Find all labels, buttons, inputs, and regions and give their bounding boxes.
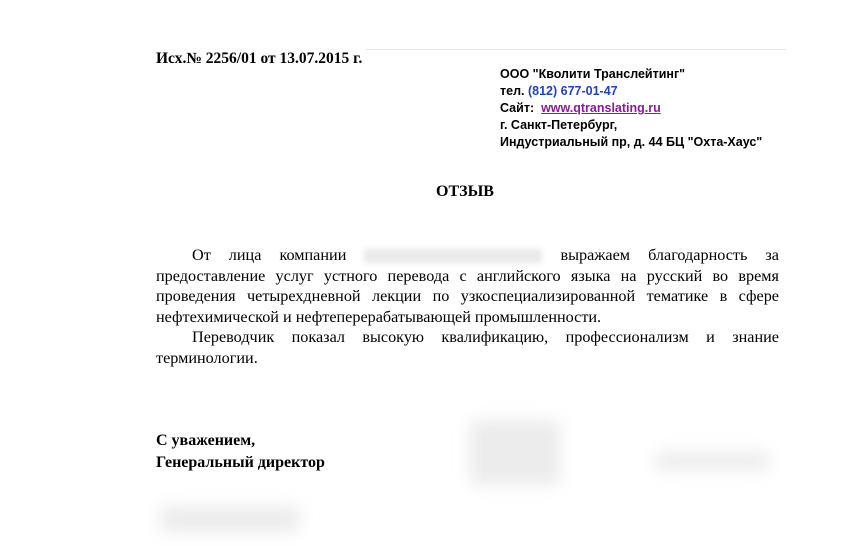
regards-text: С уважением, — [156, 432, 256, 449]
addressee-company: ООО "Кволити Транслейтинг" — [500, 67, 686, 81]
outgoing-reference: Исх.№ 2256/01 от 13.07.2015 г. — [156, 50, 363, 67]
redacted-footer — [160, 506, 300, 532]
document-title: ОТЗЫВ — [436, 183, 494, 200]
addressee-city: г. Санкт-Петербург, — [500, 118, 618, 132]
signature-block — [156, 430, 325, 474]
paragraph-2: Переводчик показал высокую квалификацию, профессионализм и знание терминологии. — [156, 328, 779, 367]
addressee-phone-line — [500, 83, 840, 100]
site-label: Сайт: — [500, 101, 535, 115]
phone-label: тел. — [500, 84, 525, 98]
letter-body — [156, 245, 779, 369]
addressee-block — [500, 66, 840, 151]
phone-number: (812) 677-01-47 — [527, 84, 618, 98]
site-link[interactable]: www.qtranslating.ru — [541, 101, 661, 115]
addressee-address: Индустриальный пр, д. 44 БЦ "Охта-Хаус" — [500, 135, 763, 149]
redacted-director-name — [655, 452, 770, 470]
addressee-site-line — [500, 100, 840, 117]
paragraph-1 — [156, 245, 779, 327]
director-position: Генеральный директор — [156, 454, 325, 471]
paragraph-1-rest: выражаем благодарность за предоставление услуг устного перевода с английского языка на русский во время проведения четырехдневной лекции по узкоспециализированной тематике в сфере нефтехимической и нефтеперерабатывающей промышленности. — [156, 246, 779, 326]
paragraph-1-start: От лица компании — [192, 246, 347, 264]
redacted-company-name — [364, 249, 542, 263]
top-divider — [366, 49, 786, 50]
redacted-signature — [470, 420, 560, 485]
